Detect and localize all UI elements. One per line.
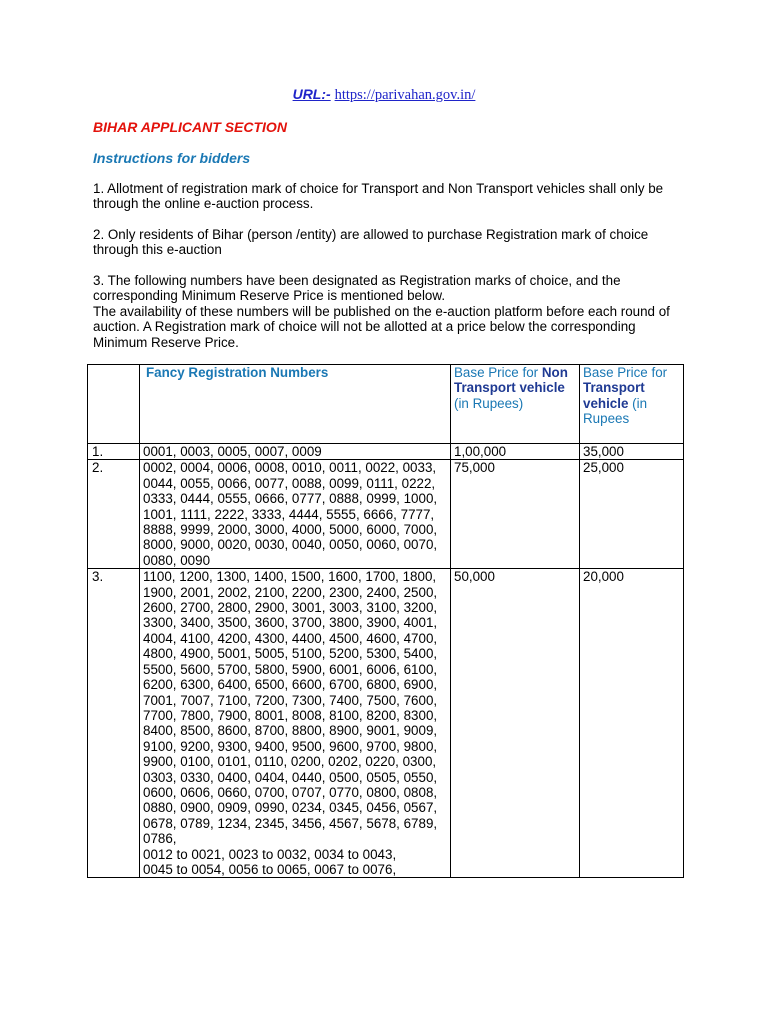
row-sn: 2. (88, 460, 140, 569)
instruction-paragraph-3-intro: 3. The following numbers have been designated as Registration marks of choice, and the corresponding Minimum Reserve Price is mentioned below. (93, 273, 621, 304)
section-title: BIHAR APPLICANT SECTION (93, 119, 287, 135)
row-transport-price: 20,000 (580, 569, 684, 878)
url-line (0, 86, 768, 104)
row-non-transport-price: 75,000 (451, 460, 580, 569)
instructions-title: Instructions for bidders (93, 150, 251, 166)
header-sn-cell (88, 365, 140, 444)
fancy-numbers-table (87, 364, 684, 878)
header-transport-prefix: Base Price for (583, 365, 668, 380)
header-non-transport-suffix: (in Rupees) (454, 395, 524, 411)
table-row (88, 569, 684, 878)
header-transport-bold: Transport vehicle (583, 380, 645, 411)
row-non-transport-price: 1,00,000 (451, 444, 580, 460)
header-fancy-numbers: Fancy Registration Numbers (140, 365, 451, 444)
row-transport-price: 35,000 (580, 444, 684, 460)
header-non-transport-price (451, 365, 580, 444)
header-transport-suffix: (in Rupees (583, 395, 648, 427)
header-non-transport-prefix: Base Price for (454, 365, 539, 380)
row-numbers-list: 1100, 1200, 1300, 1400, 1500, 1600, 1700, 1800, 1900, 2001, 2002, 2100, 2200, 2300, 2400, 2500, 2600, 2700, 2800, 2900, 3001, 3003, 3100, 3200, 3300, 3400, 3500, 3600, 3700, 3800, 3900, 4001, 4004, 4100, 4200, 4300, 4400, 4500, 4600, 4700, 4800, 4900, 5001, 5005, 5100, 5200, 5300, 5400, 5500, 5600, 5700, 5800, 5900, 6001, 6006, 6100, 6200, 6300, 6400, 6500, 6600, 6700, 6800, 6900, 7001, 7007, 7100, 7200, 7300, 7400, 7500, 7600, 7700, 7800, 7900, 8001, 8008, 8100, 8200, 8300, 8400, 8500, 8600, 8700, 8800, 8900, 9001, 9009, 9100, 9200, 9300, 9400, 9500, 9600, 9700, 9800, 9900, 0100, 0101, 0110, 0200, 0202, 0220, 0300, 0303, 0330, 0400, 0404, 0440, 0500, 0505, 0550, 0600, 0606, 0660, 0700, 0707, 0770, 0800, 0808, 0880, 0900, 0909, 0990, 0234, 0345, 0456, 0567, 0678, 0789, 1234, 2345, 3456, 4567, 5678, 6789, 0786, (143, 569, 438, 847)
instruction-paragraph-2: 2. Only residents of Bihar (person /entity) are allowed to purchase Registration mark of choice through this e-auction (93, 227, 649, 258)
row-numbers (140, 569, 451, 878)
row-numbers: 0001, 0003, 0005, 0007, 0009 (140, 444, 451, 460)
row-numbers: 0002, 0004, 0006, 0008, 0010, 0011, 0022, 0033, 0044, 0055, 0066, 0077, 0088, 0099, 0111, 0222, 0333, 0444, 0555, 0666, 0777, 0888, 0999, 1000, 1001, 1111, 2222, 3333, 4444, 5555, 6666, 7777, 8888, 9999, 2000, 3000, 4000, 5000, 6000, 7000, 8000, 9000, 0020, 0030, 0040, 0050, 0060, 0070, 0080, 0090 (140, 460, 451, 569)
instruction-paragraph-3-detail: The availability of these numbers will be published on the e-auction platform before each round of auction. A Registration mark of choice will not be allotted at a price below the corresponding Minimum Reserve Price. (93, 303, 670, 350)
instruction-paragraph-1: 1. Allotment of registration mark of choice for Transport and Non Transport vehicles shall only be through the online e-auction process. (93, 181, 664, 212)
row-sn: 3. (88, 569, 140, 878)
url-label: URL:- (292, 86, 331, 102)
header-transport-price (580, 365, 684, 444)
row-transport-price: 25,000 (580, 460, 684, 569)
table-row (88, 460, 684, 569)
table-row (88, 444, 684, 460)
table-header-row (88, 365, 684, 444)
url-link[interactable]: https://parivahan.gov.in/ (334, 87, 476, 103)
row-sn: 1. (88, 444, 140, 460)
instruction-paragraph-3 (93, 273, 693, 350)
header-non-transport-bold: Non Transport vehicle (454, 365, 568, 396)
row-numbers-ranges-2: 0045 to 0054, 0056 to 0065, 0067 to 0076, (143, 861, 397, 877)
row-non-transport-price: 50,000 (451, 569, 580, 878)
row-numbers-ranges-1: 0012 to 0021, 0023 to 0032, 0034 to 0043, (143, 846, 397, 862)
